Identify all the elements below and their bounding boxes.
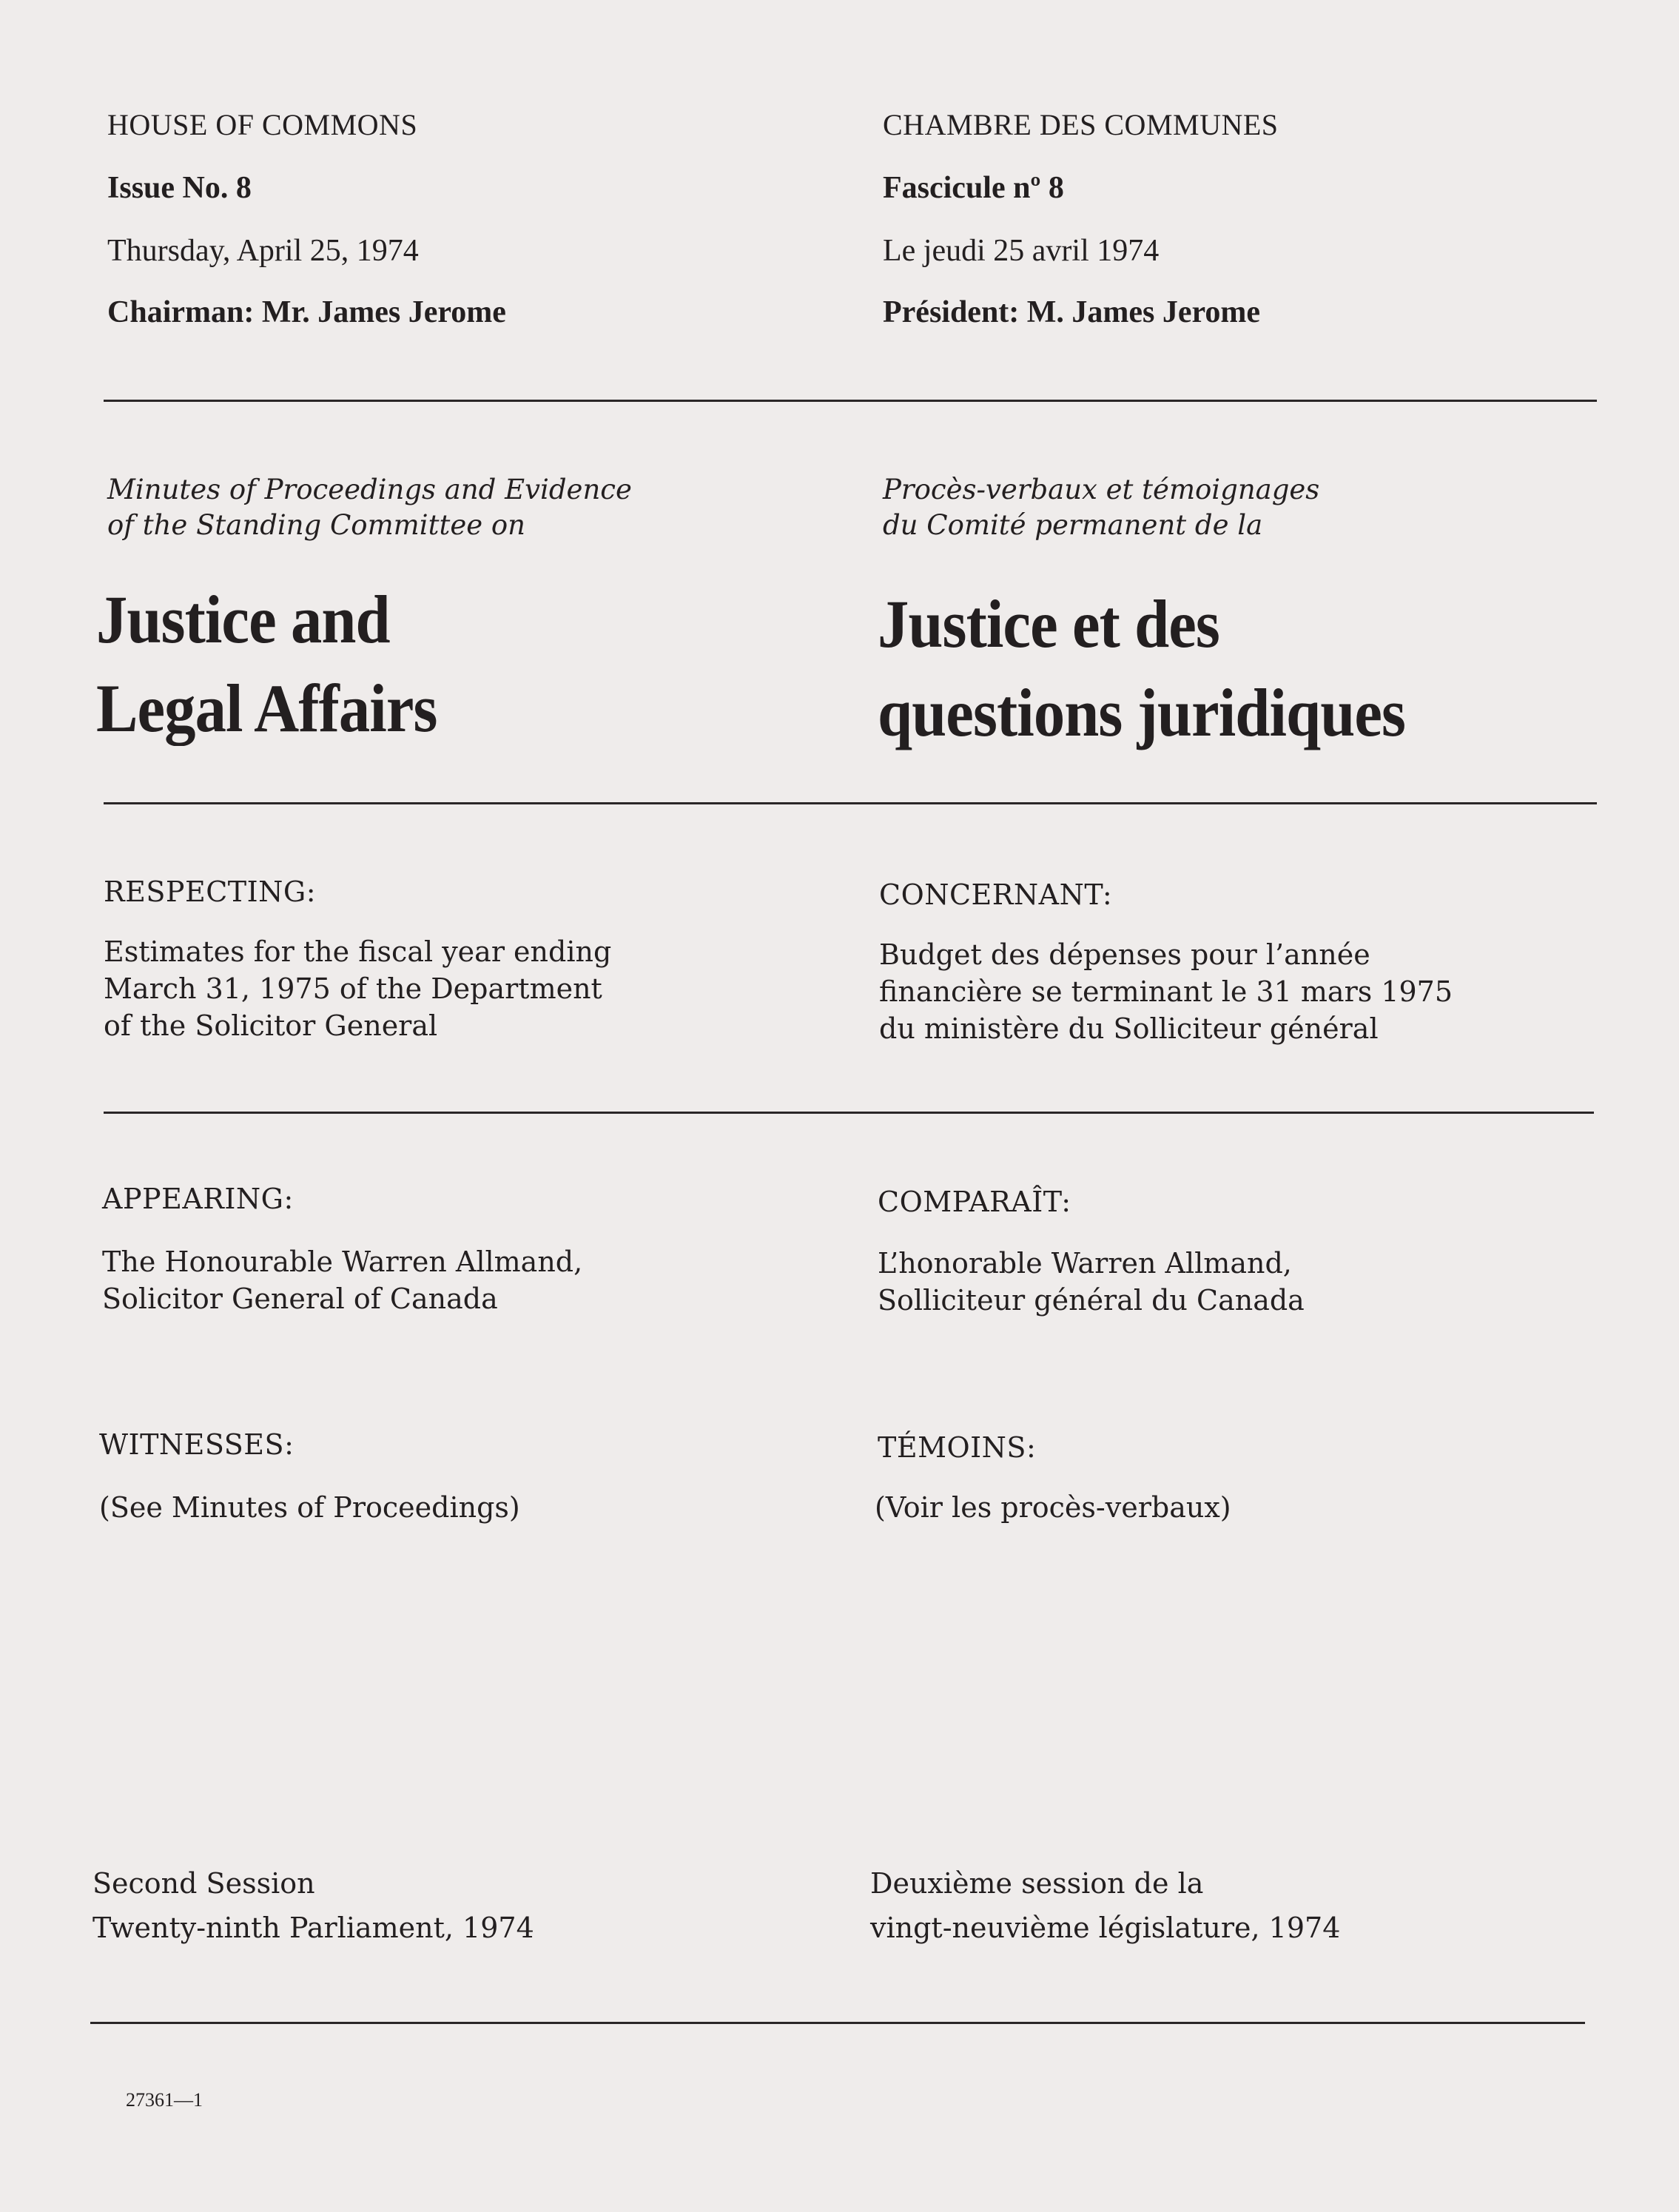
comparait-label: COMPARAÎT: <box>878 1186 1071 1218</box>
witnesses-label: WITNESSES: <box>99 1428 295 1461</box>
appearing-label: APPEARING: <box>102 1183 294 1215</box>
print-code: 27361—1 <box>126 2089 203 2111</box>
concernant-line-1: Budget des dépenses pour l’année <box>879 938 1370 971</box>
concernant-line-2: financière se terminant le 31 mars 1975 <box>879 975 1453 1008</box>
concernant-label: CONCERNANT: <box>879 878 1113 911</box>
divider-rule-1 <box>104 400 1597 402</box>
respecting-line-1: Estimates for the fiscal year ending <box>104 935 612 968</box>
comparait-line-1: L’honorable Warren Allmand, <box>878 1247 1292 1280</box>
chambre-des-communes-heading: CHAMBRE DES COMMUNES <box>883 108 1279 141</box>
minutes-line-1: Minutes of Proceedings and Evidence <box>107 474 632 505</box>
minutes-line-2: of the Standing Committee on <box>107 509 525 541</box>
committee-title-fr-line-2: questions juridiques <box>878 675 1406 750</box>
president-line: Président: M. James Jerome <box>883 295 1261 329</box>
fascicule-number: Fascicule nº 8 <box>883 171 1064 205</box>
session-line-2: Twenty-ninth Parliament, 1974 <box>92 1912 534 1944</box>
issue-number: Issue No. 8 <box>107 171 252 205</box>
committee-title-en-line-2: Legal Affairs <box>96 670 437 746</box>
temoins-text: (Voir les procès-verbaux) <box>875 1491 1231 1524</box>
house-of-commons-heading: HOUSE OF COMMONS <box>107 108 418 141</box>
respecting-line-2: March 31, 1975 of the Department <box>104 972 602 1005</box>
committee-title-en-line-1: Justice and <box>96 582 390 657</box>
committee-title-fr-line-1: Justice et des <box>878 586 1219 662</box>
witnesses-text: (See Minutes of Proceedings) <box>99 1491 520 1524</box>
appearing-line-1: The Honourable Warren Allmand, <box>102 1245 583 1278</box>
fascicule-date: Le jeudi 25 avril 1974 <box>883 234 1160 268</box>
session-fr-line-1: Deuxième session de la <box>870 1867 1204 1900</box>
concernant-line-3: du ministère du Solliciteur général <box>879 1012 1379 1045</box>
appearing-line-2: Solicitor General of Canada <box>102 1283 498 1315</box>
session-fr-line-2: vingt-neuvième législature, 1974 <box>870 1912 1341 1944</box>
respecting-line-3: of the Solicitor General <box>104 1009 438 1042</box>
chairman-line: Chairman: Mr. James Jerome <box>107 295 506 329</box>
comparait-line-2: Solliciteur général du Canada <box>878 1284 1305 1317</box>
issue-date: Thursday, April 25, 1974 <box>107 234 419 268</box>
divider-rule-2 <box>104 802 1597 804</box>
temoins-label: TÉMOINS: <box>878 1431 1037 1464</box>
respecting-label: RESPECTING: <box>104 875 317 908</box>
divider-rule-4 <box>90 2022 1585 2024</box>
divider-rule-3 <box>104 1112 1594 1114</box>
proces-verbaux-line-2: du Comité permanent de la <box>883 509 1263 541</box>
session-line-1: Second Session <box>92 1867 315 1900</box>
proces-verbaux-line-1: Procès-verbaux et témoignages <box>883 474 1320 505</box>
